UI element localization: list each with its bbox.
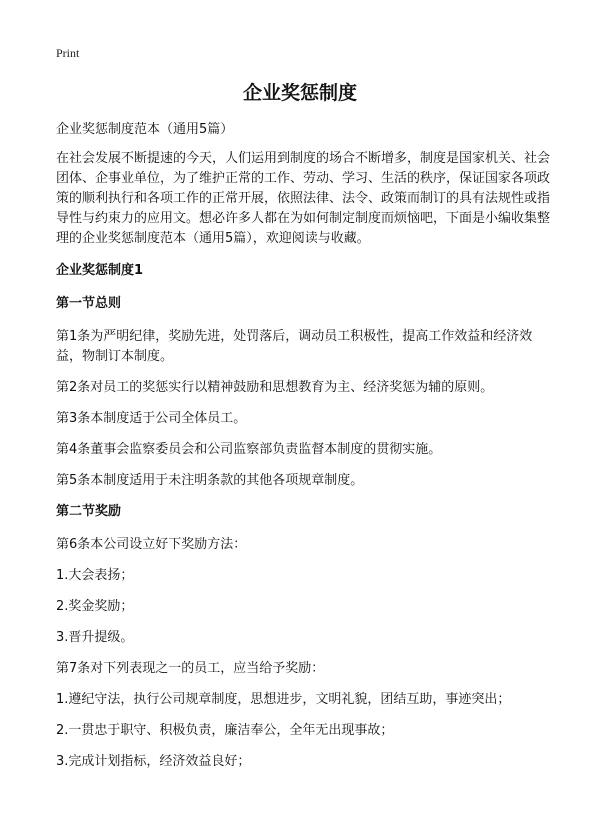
list-item: 1.大会表扬； bbox=[56, 568, 134, 583]
list-item: 2.一贯忠于职守、积极负责，廉洁奉公，全年无出现事故； bbox=[56, 723, 394, 738]
list-item: 1.遵纪守法，执行公司规章制度，思想进步，文明礼貌，团结互助，事迹突出； bbox=[56, 692, 511, 707]
document-body bbox=[56, 120, 556, 783]
list-item: 3.完成计划指标，经济效益良好； bbox=[56, 754, 251, 769]
section-heading-rewards: 第二节奖励 bbox=[56, 504, 122, 519]
article-paragraph: 第2条对员工的奖惩实行以精神鼓励和思想教育为主、经济奖惩为辅的原则。 bbox=[56, 380, 494, 395]
document-subtitle: 企业奖惩制度范本（通用5篇） bbox=[56, 122, 234, 137]
print-link[interactable]: Print bbox=[56, 46, 80, 60]
section-heading-general: 第一节总则 bbox=[56, 296, 122, 311]
intro-paragraph: 在社会发展不断提速的今天，人们运用到制度的场合不断增多，制度是国家机关、社会团体、企事业单位，为了维护正常的工作、劳动、学习、生活的秩序，保证国家各项政策的顺利执行和各项工作的正常开展，依照法律、法令、政策而制订的具有法规性或指导性与约束力的应用文。想必许多人都在为如何制定制度而烦恼吧，下面是小编收集整理的企业奖惩制度范本（通用5篇），欢迎阅读与收藏。 bbox=[56, 151, 551, 246]
main-heading: 企业奖惩制度1 bbox=[56, 263, 144, 278]
article-paragraph: 第4条董事会监察委员会和公司监察部负责监督本制度的贯彻实施。 bbox=[56, 442, 442, 457]
list-item: 3.晋升提级。 bbox=[56, 630, 134, 645]
list-item: 2.奖金奖励； bbox=[56, 599, 134, 614]
article-paragraph: 第7条对下列表现之一的员工，应当给予奖励： bbox=[56, 661, 325, 676]
article-paragraph: 第3条本制度适于公司全体员工。 bbox=[56, 411, 247, 426]
article-paragraph: 第5条本制度适用于未注明条款的其他各项规章制度。 bbox=[56, 473, 364, 488]
article-paragraph: 第6条本公司设立好下奖励方法： bbox=[56, 537, 247, 552]
article-paragraph: 第1条为严明纪律，奖励先进，处罚落后，调动员工积极性，提高工作效益和经济效益，物制订本制度。 bbox=[56, 329, 533, 364]
document-title: 企业奖惩制度 bbox=[242, 82, 357, 104]
